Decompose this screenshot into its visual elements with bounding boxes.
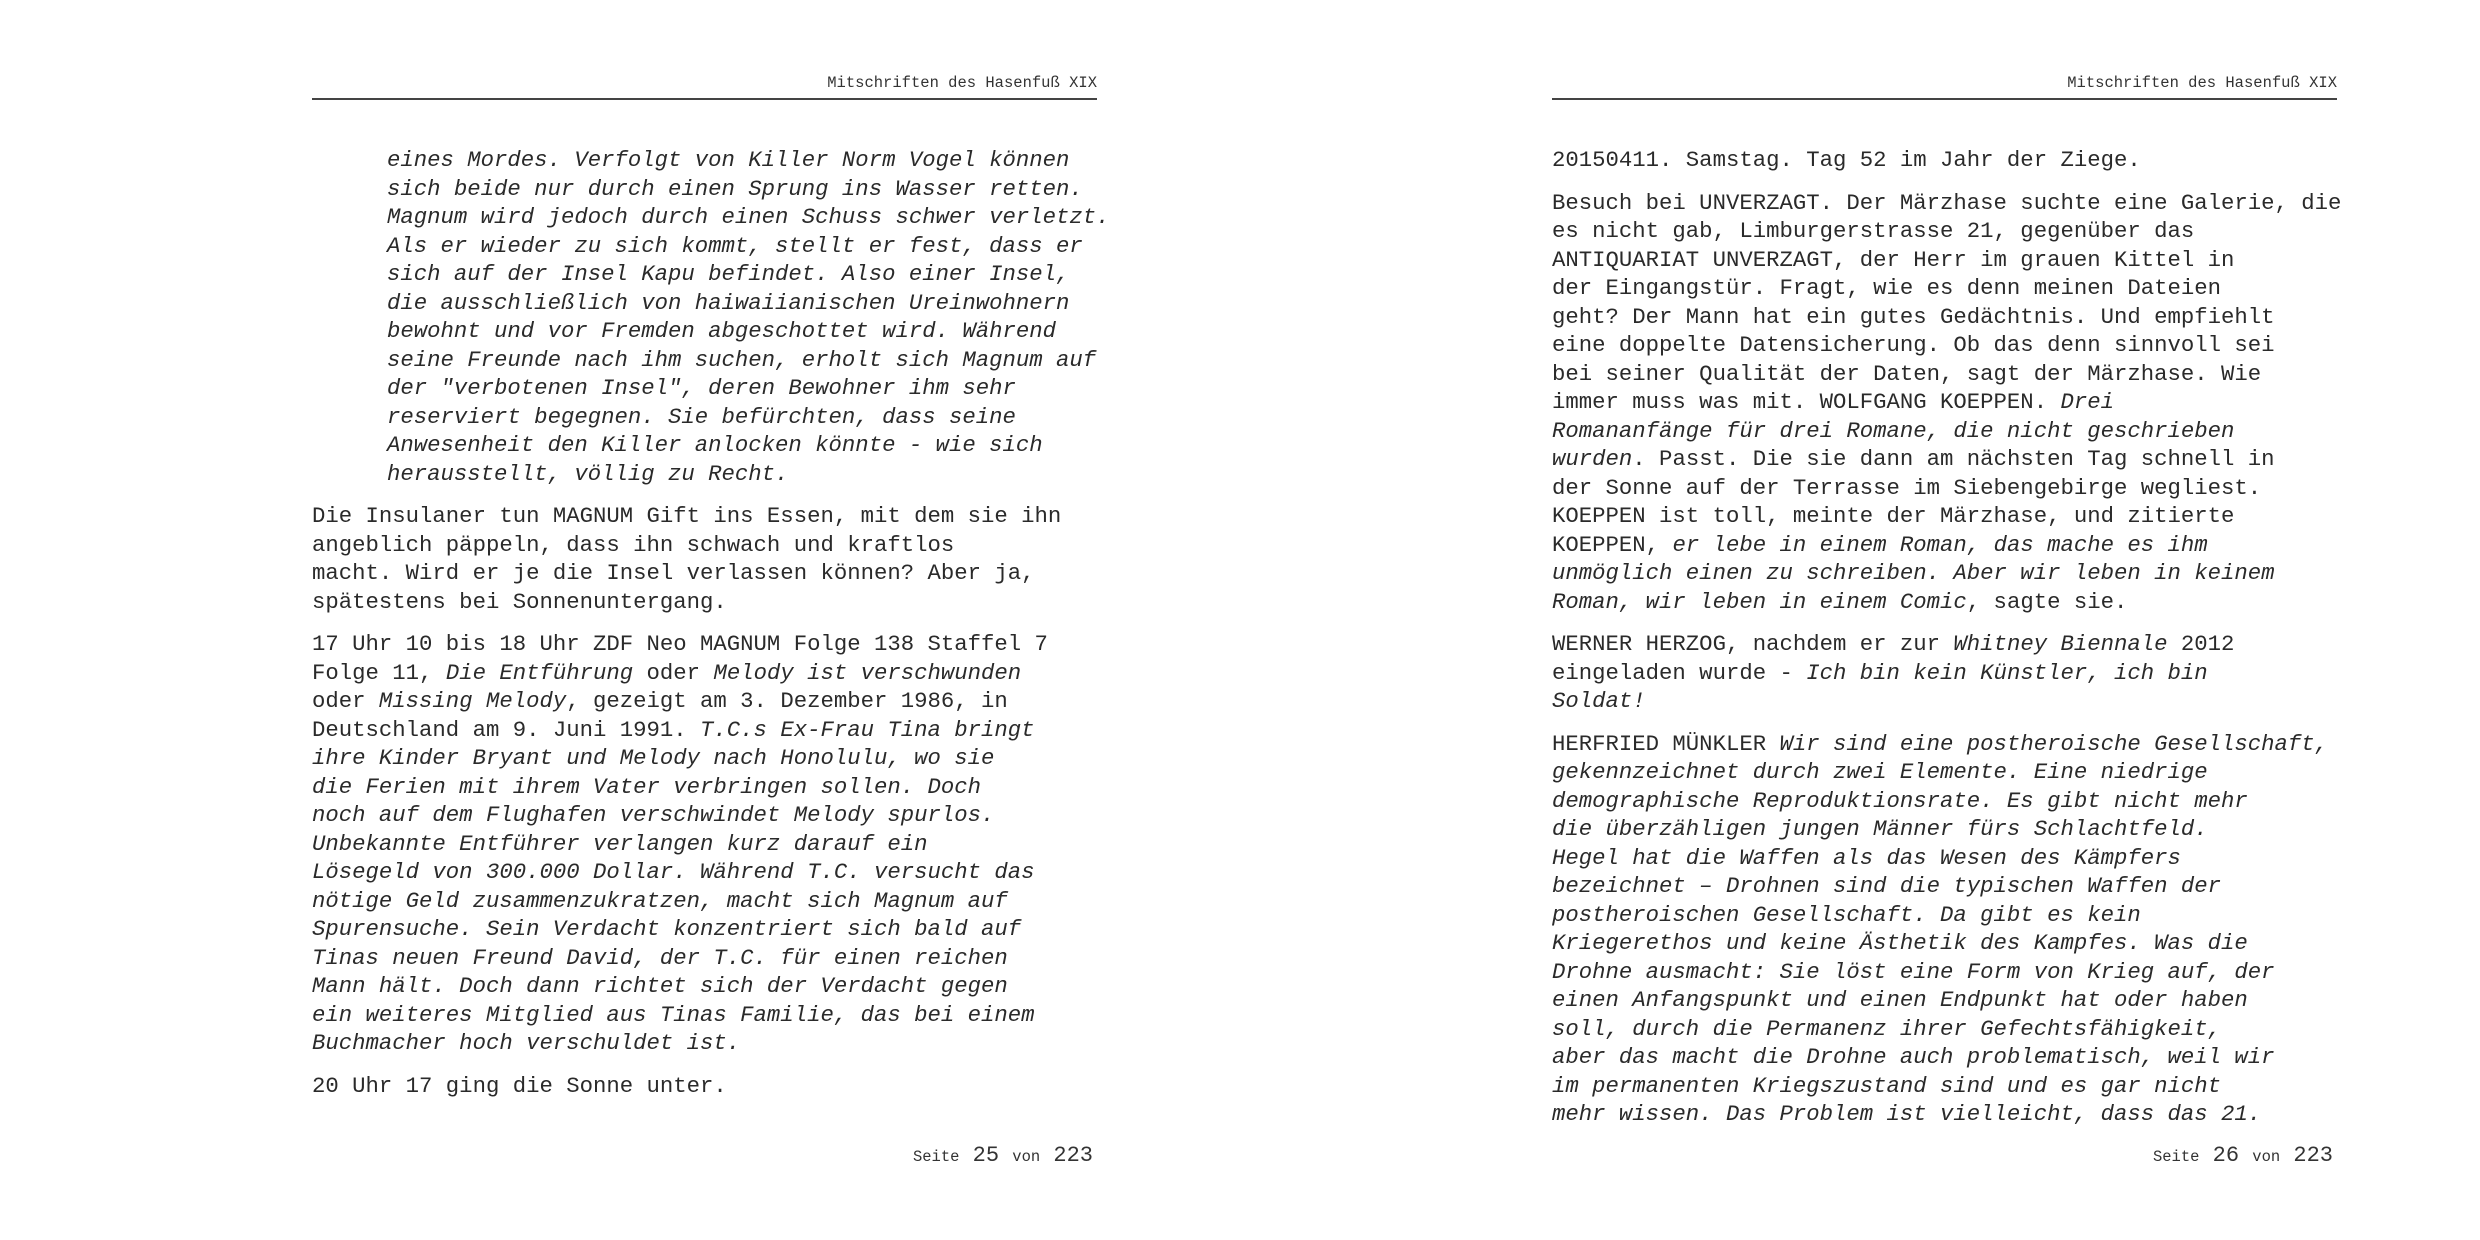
italic-run: Als er wieder zu sich kommt, stellt er fest, dass er: [387, 232, 1083, 259]
text-run: 2012: [2167, 631, 2235, 657]
text-line: [1552, 758, 2337, 787]
text-line: [312, 887, 1097, 916]
text-line: [312, 502, 1097, 531]
text-run: bei seiner Qualität der Daten, sagt der Märzhase. Wie: [1552, 360, 2262, 387]
text-line: [387, 175, 1097, 204]
italic-run: eines Mordes. Verfolgt von Killer Norm Vogel können: [387, 147, 1070, 173]
text-line: [1552, 274, 2337, 303]
text-line: [387, 203, 1110, 232]
paragraph: [312, 630, 1097, 1058]
italic-run: Wir sind eine postheroische Gesellschaft,: [1779, 730, 2329, 757]
text-line: [387, 346, 1097, 375]
italic-run: Kriegerethos und keine Ästhetik des Kampfes. Was die: [1552, 930, 2248, 956]
text-line: [1552, 986, 2337, 1015]
text-line: [312, 531, 1097, 560]
text-run: Die Insulaner tun MAGNUM Gift ins Essen, mit dem sie ihn: [312, 503, 1062, 529]
text-run: immer muss was mit. WOLFGANG KOEPPEN.: [1552, 389, 2061, 415]
text-line: [312, 659, 1097, 688]
text-line: [312, 1029, 1097, 1058]
text-run: ANTIQUARIAT UNVERZAGT, der Herr im grauen Kittel in: [1552, 246, 2235, 273]
text-run: eingeladen wurde -: [1552, 659, 1807, 686]
italic-run: soll, durch die Permanenz ihrer Gefechtsfähigkeit,: [1552, 1015, 2222, 1042]
text-line: [312, 559, 1097, 588]
text-run: KOEPPEN ist toll, meinte der Märzhase, und zitierte: [1552, 503, 2235, 529]
text-line: [312, 830, 1097, 859]
text-run: KOEPPEN,: [1552, 531, 1673, 558]
running-header: Mitschriften des Hasenfuß XIX: [1552, 74, 2337, 100]
text-line: [387, 289, 1097, 318]
text-line: [1552, 246, 2337, 275]
page-footer: [913, 1143, 1093, 1168]
italic-run: Drohne ausmacht: Sie löst eine Form von Krieg auf, der: [1552, 958, 2275, 985]
text-run: , gezeigt am 3. Dezember 1986, in: [566, 688, 1008, 714]
italic-run: herausstellt, völlig zu Recht.: [387, 460, 789, 487]
text-line: [1552, 588, 2337, 617]
paragraph: [1552, 730, 2337, 1129]
italic-run: der "verbotenen Insel", deren Bewohner ihm sehr: [387, 375, 1016, 401]
text-line: [387, 232, 1097, 261]
text-run: oder: [312, 688, 379, 714]
text-line: [1552, 331, 2337, 360]
text-line: [387, 403, 1097, 432]
italic-run: mehr wissen. Das Problem ist vielleicht, dass das 21.: [1552, 1101, 2262, 1127]
italic-run: gekennzeichnet durch zwei Elemente. Eine niedrige: [1552, 759, 2208, 785]
italic-run: die ausschließlich von haiwaiianischen Ureinwohnern: [387, 289, 1070, 316]
italic-run: bewohnt und vor Fremden abgeschottet wird. Während: [387, 318, 1057, 344]
italic-run: Melody ist verschwunden: [713, 659, 1022, 686]
text-line: [1552, 531, 2337, 560]
italic-run: aber das macht die Drohne auch problematisch, weil wir: [1552, 1044, 2275, 1070]
italic-run: Buchmacher hoch verschuldet ist.: [312, 1030, 741, 1056]
text-run: Folge 11,: [312, 659, 446, 686]
italic-run: postheroischen Gesellschaft. Da gibt es kein: [1552, 901, 2141, 928]
text-line: [312, 801, 1097, 830]
italic-run: er lebe in einem Roman, das mache es ihm: [1672, 531, 2208, 558]
paragraph: [1552, 146, 2337, 175]
italic-run: Die Entführung: [445, 659, 634, 686]
text-line: [1552, 787, 2337, 816]
italic-run: im permanenten Kriegszustand sind und es gar nicht: [1552, 1072, 2222, 1099]
text-run: 20150411. Samstag. Tag 52 im Jahr der Ziege.: [1552, 147, 2141, 173]
text-line: [387, 146, 1097, 175]
italic-run: seine Freunde nach ihm suchen, erholt sich Magnum auf: [387, 346, 1097, 373]
italic-run: reserviert begegnen. Sie befürchten, dass seine: [387, 403, 1016, 430]
text-line: [1552, 630, 2337, 659]
italic-run: Ich bin kein Künstler, ich bin: [1806, 659, 2208, 686]
text-line: [312, 1001, 1097, 1030]
text-run: 17 Uhr 10 bis 18 Uhr ZDF Neo MAGNUM Folge 138 Staffel 7: [312, 631, 1048, 657]
text-line: [1552, 659, 2337, 688]
text-line: [1552, 901, 2337, 930]
italic-run: Mann hält. Doch dann richtet sich der Verdacht gegen: [312, 973, 1008, 999]
italic-run: Hegel hat die Waffen als das Wesen des Kämpfers: [1552, 844, 2181, 871]
paragraph: [1552, 189, 2342, 617]
text-run: WERNER HERZOG, nachdem er zur: [1552, 631, 1954, 657]
italic-run: Lösegeld von 300.000 Dollar. Während T.C. versucht das: [312, 859, 1035, 885]
page-label: Seite: [912, 1148, 960, 1166]
text-run: angeblich päppeln, dass ihn schwach und kraftlos: [312, 531, 955, 558]
text-line: [1552, 687, 2337, 716]
page-total: 223: [2293, 1143, 2333, 1168]
italic-run: Soldat!: [1552, 688, 1646, 714]
text-line: [1552, 559, 2337, 588]
text-line: [1552, 929, 2337, 958]
text-line: [312, 858, 1097, 887]
text-line: [387, 260, 1097, 289]
text-line: [1552, 445, 2337, 474]
italic-run: die Ferien mit ihrem Vater verbringen sollen. Doch: [312, 773, 982, 800]
text-line: [1552, 360, 2337, 389]
text-line: [1552, 217, 2337, 246]
italic-run: demographische Reproduktionsrate. Es gibt nicht mehr: [1552, 787, 2248, 814]
italic-run: sich beide nur durch einen Sprung ins Wasser retten.: [387, 175, 1083, 202]
text-line: [1552, 1015, 2337, 1044]
italic-run: T.C.s Ex-Frau Tina bringt: [700, 716, 1035, 743]
text-run: Besuch bei UNVERZAGT. Der Märzhase suchte eine Galerie, die: [1552, 189, 2342, 216]
text-line: [1552, 730, 2337, 759]
text-line: [312, 744, 1097, 773]
text-run: , sagte sie.: [1966, 588, 2128, 615]
text-run: der Sonne auf der Terrasse im Siebengebirge wegliest.: [1552, 474, 2262, 501]
italic-run: die überzähligen jungen Männer fürs Schlachtfeld.: [1552, 816, 2208, 842]
text-run: Deutschland am 9. Juni 1991.: [312, 716, 701, 743]
text-line: [1552, 146, 2337, 175]
text-line: [1552, 844, 2337, 873]
text-line: [1552, 502, 2337, 531]
text-line: [387, 374, 1097, 403]
text-run: oder: [633, 659, 714, 686]
text-run: macht. Wird er je die Insel verlassen können? Aber ja,: [312, 560, 1035, 586]
paragraph: [1552, 630, 2337, 716]
text-line: [312, 716, 1097, 745]
italic-run: unmöglich einen zu schreiben. Aber wir leben in keinem: [1552, 560, 2275, 586]
text-run: geht? Der Mann hat ein gutes Gedächtnis. Und empfiehlt: [1552, 303, 2275, 330]
text-run: spätestens bei Sonnenuntergang.: [312, 588, 727, 615]
running-header: Mitschriften des Hasenfuß XIX: [312, 74, 1097, 100]
paragraph: [312, 1072, 1097, 1101]
text-line: [1552, 1043, 2337, 1072]
text-line: [312, 1072, 1097, 1101]
italic-run: Missing Melody: [378, 688, 567, 714]
text-line: [312, 687, 1097, 716]
text-line: [1552, 474, 2337, 503]
italic-run: wurden: [1552, 446, 1633, 472]
text-run: der Eingangstür. Fragt, wie es denn meinen Dateien: [1552, 275, 2222, 301]
italic-run: bezeichnet – Drohnen sind die typischen Waffen der: [1552, 873, 2222, 899]
italic-run: Spurensuche. Sein Verdacht konzentriert sich bald auf: [312, 916, 1022, 942]
text-line: [387, 431, 1097, 460]
text-line: [1552, 189, 2342, 218]
left-page: [312, 0, 1110, 1240]
italic-run: Tinas neuen Freund David, der T.C. für einen reichen: [312, 944, 1008, 971]
text-run: es nicht gab, Limburgerstrasse 21, gegenüber das: [1552, 218, 2195, 244]
text-line: [387, 317, 1097, 346]
text-line: [312, 915, 1097, 944]
text-line: [1552, 815, 2337, 844]
italic-run: einen Anfangspunkt und einen Endpunkt hat oder haben: [1552, 987, 2248, 1013]
page-number: 25: [972, 1143, 1000, 1168]
text-run: eine doppelte Datensicherung. Ob das denn sinnvoll sei: [1552, 332, 2275, 358]
italic-run: Anwesenheit den Killer anlocken könnte - wie sich: [387, 432, 1043, 458]
text-line: [1552, 303, 2337, 332]
italic-run: ihre Kinder Bryant und Melody nach Honolulu, wo sie: [312, 745, 995, 771]
italic-run: Drei: [2060, 389, 2114, 415]
text-line: [312, 630, 1097, 659]
of-label: von: [2252, 1148, 2281, 1166]
paragraph: [312, 146, 1110, 488]
italic-run: Unbekannte Entführer verlangen kurz darauf ein: [312, 830, 928, 857]
page-number: 26: [2212, 1143, 2240, 1168]
text-line: [387, 460, 1097, 489]
page-body: [312, 146, 1110, 1114]
page-total: 223: [1053, 1143, 1093, 1168]
text-run: . Passt. Die sie dann am nächsten Tag schnell in: [1632, 446, 2275, 472]
text-line: [312, 972, 1097, 1001]
text-line: [312, 944, 1097, 973]
italic-run: ein weiteres Mitglied aus Tinas Familie, das bei einem: [312, 1001, 1035, 1028]
paragraph: [312, 502, 1097, 616]
right-page: [1552, 0, 2342, 1240]
text-line: [1552, 1072, 2337, 1101]
text-run: HERFRIED MÜNKLER: [1552, 730, 1780, 757]
italic-run: Magnum wird jedoch durch einen Schuss schwer verletzt.: [387, 204, 1110, 230]
text-line: [1552, 1100, 2337, 1129]
text-line: [1552, 872, 2337, 901]
page-body: [1552, 146, 2342, 1143]
page-label: Seite: [2152, 1148, 2200, 1166]
italic-run: sich auf der Insel Kapu befindet. Also einer Insel,: [387, 261, 1070, 287]
text-line: [1552, 417, 2337, 446]
italic-run: Romananfänge für drei Romane, die nicht geschrieben: [1552, 417, 2235, 444]
italic-run: Roman, wir leben in einem Comic: [1552, 588, 1967, 615]
text-line: [1552, 388, 2337, 417]
text-line: [1552, 958, 2337, 987]
italic-run: nötige Geld zusammenzukratzen, macht sich Magnum auf: [312, 887, 1008, 914]
text-line: [312, 773, 1097, 802]
italic-run: noch auf dem Flughafen verschwindet Melody spurlos.: [312, 802, 995, 828]
text-line: [312, 588, 1097, 617]
of-label: von: [1012, 1148, 1041, 1166]
italic-run: Whitney Biennale: [1953, 631, 2168, 657]
text-run: 20 Uhr 17 ging die Sonne unter.: [312, 1072, 727, 1099]
page-footer: [2153, 1143, 2333, 1168]
